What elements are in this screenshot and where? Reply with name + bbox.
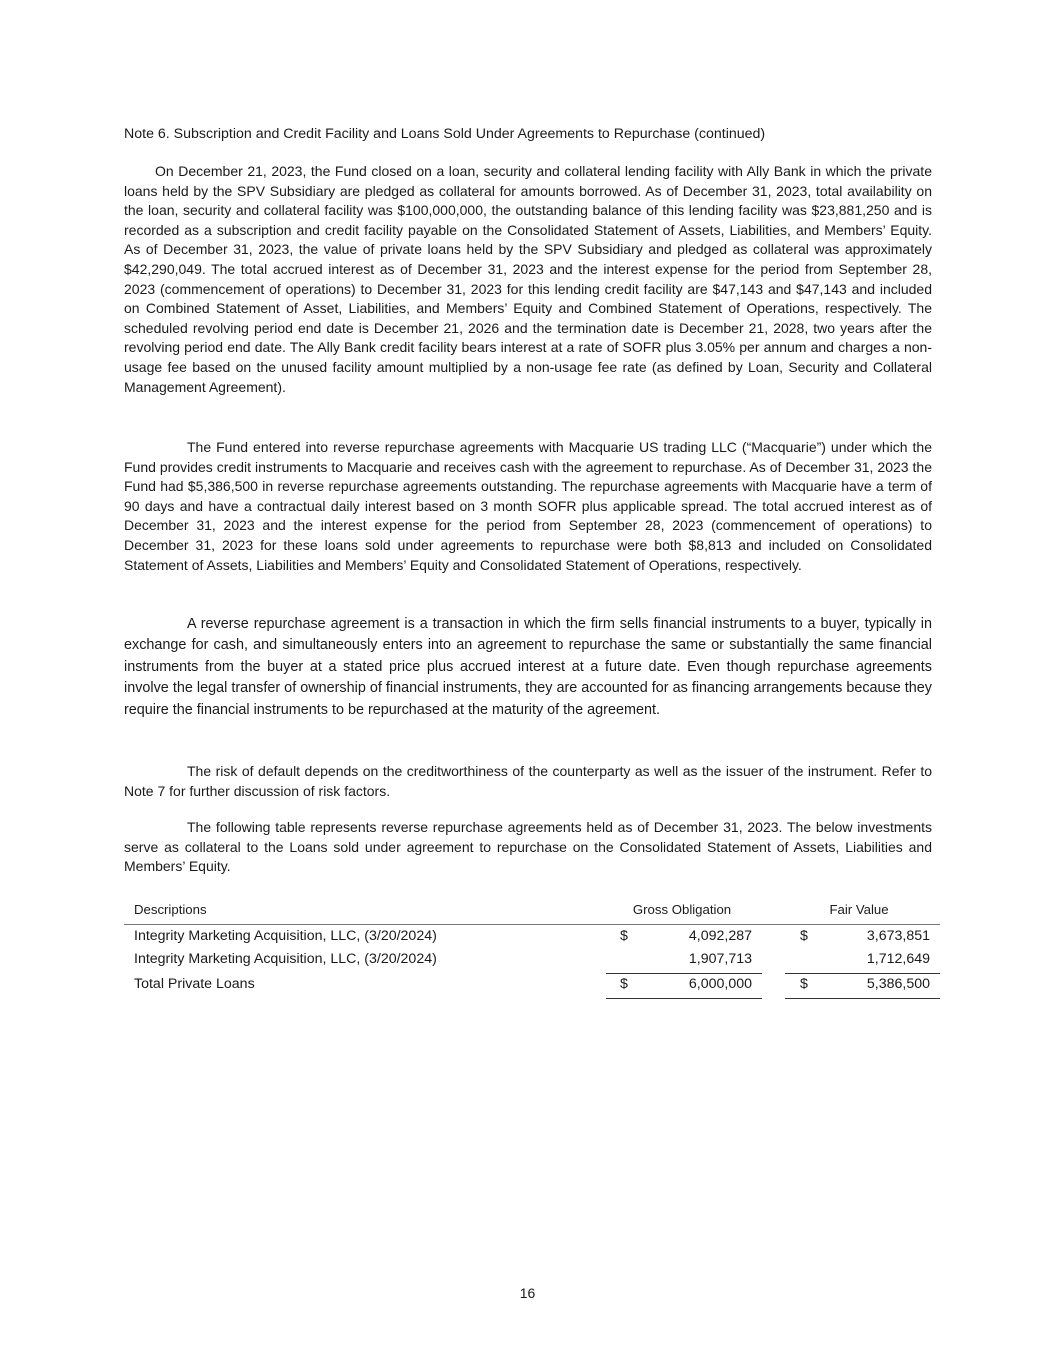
total-gross-currency-symbol: $ [620,976,628,992]
total-fair-currency-symbol: $ [800,976,808,992]
total-description: Total Private Loans [134,976,255,992]
paragraph-table-intro: The following table represents reverse repurchase agreements held as of December 31, 2023. The below investments serve as collateral to the Loans sold under agreement to repurchase on the Consolidated Statement of Assets, Liabilities and Members’ Equity. [124,819,932,875]
gross-obligation-value: 4,092,287 [688,928,752,944]
gross-currency-symbol: $ [620,928,628,944]
paragraph-macquarie-agreements: The Fund entered into reverse repurchase agreements with Macquarie US trading LLC (“Macquarie”) under which the Fund provides credit instruments to Macquarie and receives cash with the agreement to repurchase. As of December 31, 2023 the Fund had $5,386,500 in reverse repurchase agreements outstanding. The repurchase agreements with Macquarie have a term of 90 days and have a contractual daily interest based on 3 month SOFR plus applicable spread. The total accrued interest as of December 31, 2023 and the interest expense for the period from September 28, 2023 (commencement of operations) to December 31, 2023 for these loans sold under agreements to repurchase were both $8,813 and included on Consolidated Statement of Assets, Liabilities and Members’ Equity and Consolidated Statement of Operations, respectively. [124,439,932,573]
column-header-descriptions: Descriptions [134,902,207,917]
paragraph-risk-of-default: The risk of default depends on the creditworthiness of the counterparty as well as the issuer of the instrument. Refer to Note 7 for further discussion of risk factors. [124,763,932,799]
row-description: Integrity Marketing Acquisition, LLC, (3/20/2024) [134,951,437,967]
total-rule-fair [785,998,940,999]
column-header-fair-value: Fair Value [829,902,889,917]
paragraph-ally-bank-facility: On December 21, 2023, the Fund closed on a loan, security and collateral lending facility with Ally Bank in which the private loans held by the SPV Subsidiary are pledged as collateral for amounts borrowed. As of December 31, 2023, total availability on the loan, security and collateral facility was $100,000,000, the outstanding balance of this lending facility was $23,881,250 and is recorded as a subscription and credit facility payable on the Consolidated Statement of Assets, Liabilities, and Members’ Equity. As of December 31, 2023, the value of private loans held by the SPV Subsidiary and pledged as collateral was approximately $42,290,049. The total accrued interest as of December 31, 2023 and the interest expense for the period from September 28, 2023 (commencement of operations) to December 31, 2023 for this lending credit facility are $47,143 and $47,143 and included on Combined Statement of Asset, Liabilities, and Members’ Equity and Combined Statement of Operations, respectively. The scheduled revolving period end date is December 21, 2026 and the termination date is December 21, 2028, two years after the revolving period end date. The Ally Bank credit facility bears interest at a rate of SOFR plus 3.05% per annum and charges a non-usage fee based on the unused facility amount multiplied by a non-usage fee rate (as defined by Loan, Security and Collateral Management Agreement). [124,163,932,395]
table-row [124,926,940,949]
gross-obligation-value: 1,907,713 [688,951,752,967]
row-description: Integrity Marketing Acquisition, LLC, (3/20/2024) [134,928,437,944]
column-header-gross-obligation: Gross Obligation [632,902,732,917]
page-number: 16 [519,1285,536,1301]
paragraph-reverse-repurchase-definition: A reverse repurchase agreement is a transaction in which the firm sells financial instruments to a buyer, typically in exchange for cash, and simultaneously enters into an agreement to repurchase the same or substantially the same financial instruments from the buyer at a stated price plus accrued interest at a future date. Even though repurchase agreements involve the legal transfer of ownership of financial instruments, they are accounted for as financing arrangements because they require the financial instruments to be repurchased at the maturity of the agreement. [124,616,932,718]
total-gross-obligation-value: 6,000,000 [688,976,752,992]
total-rule-gross [606,998,762,999]
fair-value: 1,712,649 [866,951,930,967]
note-heading: Note 6. Subscription and Credit Facility and Loans Sold Under Agreements to Repurchase (continued) [124,126,766,142]
table-row [124,949,940,972]
total-fair-value: 5,386,500 [866,976,930,992]
fair-value: 3,673,851 [866,928,930,944]
table-total-row [124,974,940,997]
table-header-row [124,898,940,925]
fair-currency-symbol: $ [800,928,808,944]
